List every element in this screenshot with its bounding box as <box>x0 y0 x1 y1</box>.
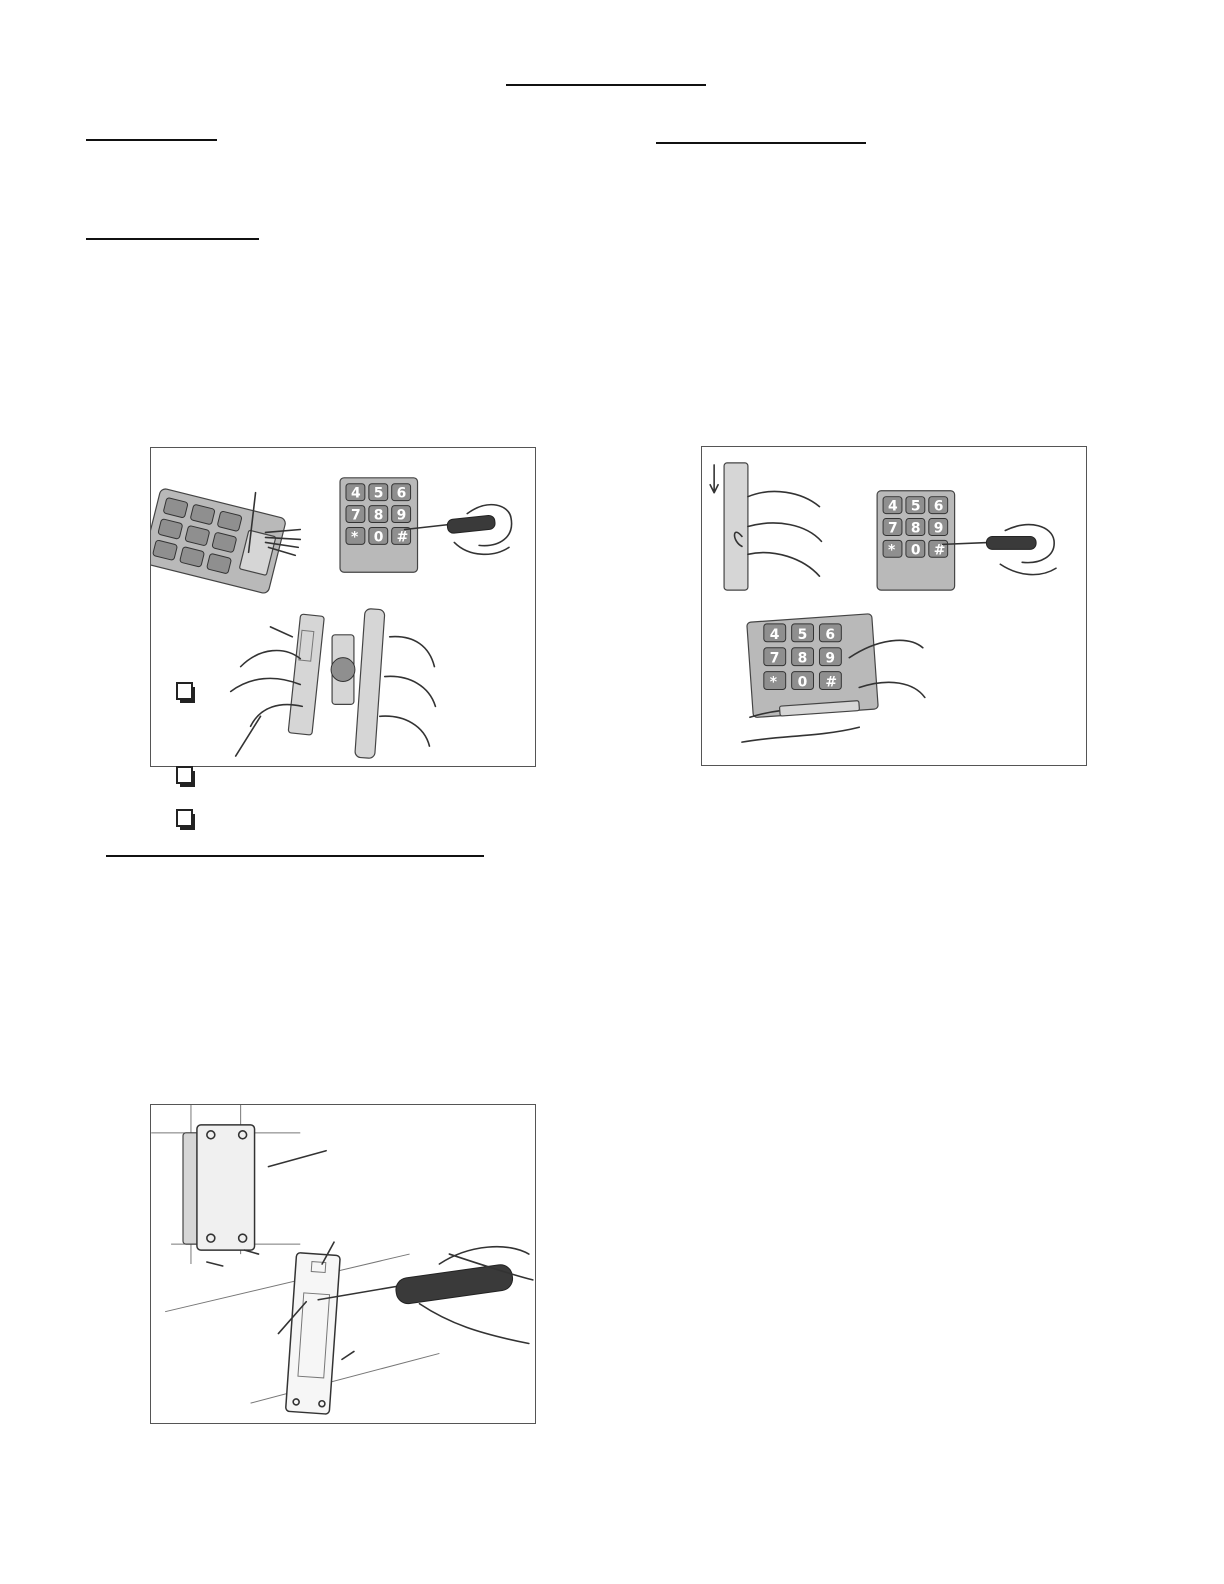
section-heading-left-2-rule <box>86 238 259 240</box>
section-heading-left-1-rule <box>86 139 217 141</box>
key-label: 0 <box>910 542 921 559</box>
checkbox-icon[interactable] <box>176 682 196 704</box>
key-label: 9 <box>396 507 407 524</box>
key-label: 6 <box>933 498 944 515</box>
keypad-cover-figure <box>701 446 1087 766</box>
key-label: # <box>396 529 409 546</box>
key-label: 8 <box>797 650 808 667</box>
key-label: 7 <box>888 520 898 537</box>
key-label: 8 <box>373 507 384 524</box>
key-label: 6 <box>396 485 407 502</box>
key-label: 6 <box>825 626 836 643</box>
key-label: 7 <box>350 507 361 524</box>
checkbox-icon[interactable] <box>176 766 196 788</box>
section-heading-right-1-rule <box>656 142 866 144</box>
key-label: * <box>350 529 359 546</box>
key-label: 0 <box>373 529 384 546</box>
keypad-cover-illustration <box>702 447 1086 765</box>
key-label: # <box>825 674 838 691</box>
key-label: 0 <box>797 674 808 691</box>
mounting-plate-illustration <box>151 1105 535 1423</box>
key-label: * <box>769 674 778 691</box>
key-label: 4 <box>350 485 361 502</box>
keypad-disassembly-figure <box>150 447 536 767</box>
checkbox-icon[interactable] <box>176 809 196 831</box>
key-label: 9 <box>933 520 944 537</box>
key-label: 8 <box>910 520 921 537</box>
key-label: 9 <box>825 650 836 667</box>
key-label: 5 <box>797 626 808 643</box>
key-label: 4 <box>888 498 898 515</box>
key-label: 4 <box>769 626 780 643</box>
page-title-rule <box>506 84 706 86</box>
mounting-plate-figure <box>150 1104 536 1424</box>
keypad-disassembly-illustration <box>151 448 535 766</box>
key-label: # <box>933 542 946 559</box>
key-label: 5 <box>373 485 384 502</box>
section-heading-left-3-rule <box>106 855 484 857</box>
key-label: 5 <box>910 498 921 515</box>
key-label: 7 <box>769 650 780 667</box>
key-label: * <box>888 542 896 559</box>
